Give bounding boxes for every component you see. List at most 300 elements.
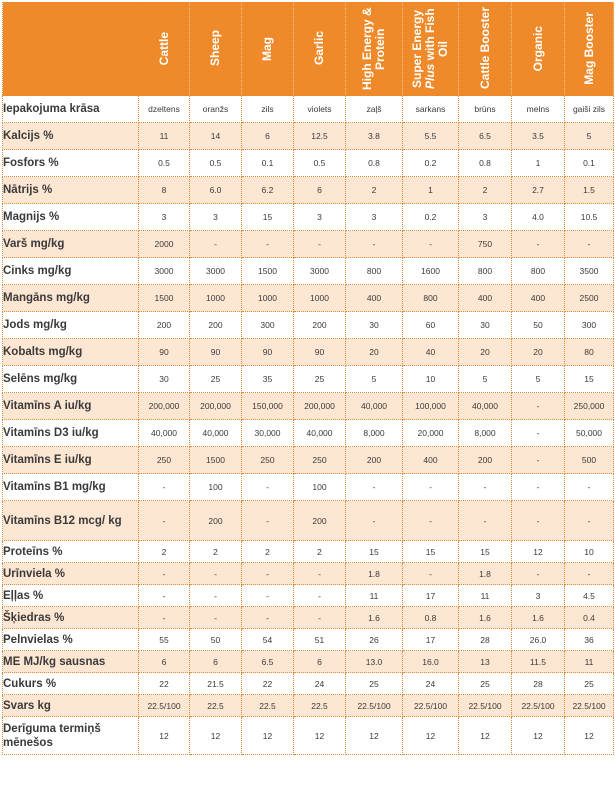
table-cell: 50 — [512, 312, 565, 339]
table-cell: 6 — [294, 651, 346, 673]
table-cell: 13 — [459, 651, 512, 673]
table-cell: 200,000 — [294, 393, 346, 420]
table-cell: 90 — [139, 339, 190, 366]
table-cell: 3 — [190, 204, 242, 231]
table-row — [3, 607, 614, 629]
table-cell: - — [459, 474, 512, 501]
table-cell: 25 — [294, 366, 346, 393]
table-cell: 1600 — [403, 258, 459, 285]
table-row — [3, 96, 614, 123]
table-cell: 22 — [242, 673, 294, 695]
table-cell: 3 — [294, 204, 346, 231]
table-cell: 2 — [294, 541, 346, 563]
table-cell: 22 — [139, 673, 190, 695]
table-cell: 0.8 — [346, 150, 403, 177]
table-cell: - — [242, 231, 294, 258]
table-cell: - — [512, 393, 565, 420]
table-cell: 150,000 — [242, 393, 294, 420]
table-row — [3, 420, 614, 447]
table-cell: 0.2 — [403, 204, 459, 231]
table-cell: 200 — [190, 312, 242, 339]
table-cell: 3 — [512, 585, 565, 607]
table-cell: 6 — [139, 651, 190, 673]
table-cell: 6.2 — [242, 177, 294, 204]
table-cell: 22.5/100 — [139, 695, 190, 717]
table-cell: violets — [294, 96, 346, 123]
col-header-sheep — [190, 2, 242, 96]
table-cell: 51 — [294, 629, 346, 651]
table-cell: 12 — [459, 717, 512, 755]
table-cell: 30,000 — [242, 420, 294, 447]
table-cell: 17 — [403, 629, 459, 651]
table-cell: - — [190, 607, 242, 629]
table-cell: 22.5 — [190, 695, 242, 717]
table-cell: 10.5 — [565, 204, 614, 231]
table-cell: 2000 — [139, 231, 190, 258]
table-cell: 800 — [459, 258, 512, 285]
table-cell: - — [190, 231, 242, 258]
row-label: Cinks mg/kg — [3, 258, 139, 285]
table-cell: 1 — [403, 177, 459, 204]
table-cell: 28 — [459, 629, 512, 651]
table-cell: 250 — [294, 447, 346, 474]
table-cell: 1 — [512, 150, 565, 177]
table-cell: dzeltens — [139, 96, 190, 123]
table-cell: 12 — [512, 541, 565, 563]
table-cell: - — [294, 231, 346, 258]
table-cell: 50,000 — [565, 420, 614, 447]
table-cell: 3500 — [565, 258, 614, 285]
table-cell: 15 — [565, 366, 614, 393]
table-cell: gaiši zils — [565, 96, 614, 123]
row-label: Kobalts mg/kg — [3, 339, 139, 366]
table-cell: 0.5 — [294, 150, 346, 177]
table-cell: 25 — [190, 366, 242, 393]
composition-table — [2, 2, 614, 755]
table-cell: 6.5 — [242, 651, 294, 673]
table-row — [3, 717, 614, 755]
table-cell: 5.5 — [403, 123, 459, 150]
table-cell: 400 — [512, 285, 565, 312]
table-cell: 200 — [139, 312, 190, 339]
table-cell: oranžs — [190, 96, 242, 123]
table-cell: 60 — [403, 312, 459, 339]
table-row — [3, 629, 614, 651]
table-cell: - — [403, 501, 459, 541]
table-cell: 0.8 — [403, 607, 459, 629]
table-cell: 400 — [403, 447, 459, 474]
table-row — [3, 393, 614, 420]
table-cell: 50 — [190, 629, 242, 651]
table-cell: 25 — [565, 673, 614, 695]
table-cell: 400 — [346, 285, 403, 312]
table-cell: 12 — [139, 717, 190, 755]
table-cell: 250 — [139, 447, 190, 474]
table-cell: 0.5 — [139, 150, 190, 177]
table-cell: - — [242, 585, 294, 607]
table-cell: 2 — [139, 541, 190, 563]
table-cell: brūns — [459, 96, 512, 123]
table-row — [3, 695, 614, 717]
row-label: Svars kg — [3, 695, 139, 717]
table-row — [3, 150, 614, 177]
col-header-label: High Energy & Protein — [360, 7, 387, 90]
table-cell: 1.6 — [459, 607, 512, 629]
table-row — [3, 231, 614, 258]
table-cell: 21.5 — [190, 673, 242, 695]
table-cell: 22.5/100 — [459, 695, 512, 717]
table-cell: 20 — [459, 339, 512, 366]
table-cell: - — [294, 585, 346, 607]
table-row — [3, 501, 614, 541]
table-cell: 3.5 — [512, 123, 565, 150]
table-cell: 5 — [565, 123, 614, 150]
table-cell: 1.8 — [346, 563, 403, 585]
table-cell: 3000 — [139, 258, 190, 285]
table-cell: 55 — [139, 629, 190, 651]
table-cell: 3.8 — [346, 123, 403, 150]
table-cell: 250,000 — [565, 393, 614, 420]
col-header-label: Garlic — [312, 31, 326, 66]
row-label: Eļļas % — [3, 585, 139, 607]
row-label: Vitamīns B12 mcg/ kg — [3, 501, 139, 541]
table-row — [3, 474, 614, 501]
table-cell: 40,000 — [294, 420, 346, 447]
table-cell: 400 — [459, 285, 512, 312]
row-label: Varš mg/kg — [3, 231, 139, 258]
table-cell: 8 — [139, 177, 190, 204]
table-cell: 54 — [242, 629, 294, 651]
col-header-organic — [512, 2, 565, 96]
table-cell: 3 — [459, 204, 512, 231]
table-cell: 5 — [459, 366, 512, 393]
col-header-part-italic: Plus — [423, 63, 437, 89]
table-cell: 100 — [190, 474, 242, 501]
table-cell: 300 — [565, 312, 614, 339]
table-cell: - — [346, 231, 403, 258]
row-label: Jods mg/kg — [3, 312, 139, 339]
row-label: Proteīns % — [3, 541, 139, 563]
table-cell: 40,000 — [139, 420, 190, 447]
table-cell: 3000 — [190, 258, 242, 285]
table-cell: 10 — [403, 366, 459, 393]
table-row — [3, 651, 614, 673]
table-cell: - — [190, 563, 242, 585]
table-cell: 100 — [294, 474, 346, 501]
table-cell: 40,000 — [190, 420, 242, 447]
table-cell: 6.5 — [459, 123, 512, 150]
table-cell: 22.5/100 — [346, 695, 403, 717]
row-label: Šķiedras % — [3, 607, 139, 629]
col-header-part: with Fish Oil — [423, 8, 450, 64]
table-cell: 200 — [294, 501, 346, 541]
table-cell: 0.8 — [459, 150, 512, 177]
row-label: Magnijs % — [3, 204, 139, 231]
table-row — [3, 366, 614, 393]
table-cell: - — [512, 474, 565, 501]
row-label: Fosfors % — [3, 150, 139, 177]
table-row — [3, 258, 614, 285]
table-cell: 8,000 — [459, 420, 512, 447]
table-cell: 3 — [139, 204, 190, 231]
table-cell: 8,000 — [346, 420, 403, 447]
col-header-label: Mag Booster — [581, 12, 596, 85]
table-cell: 0.1 — [565, 150, 614, 177]
table-cell: 800 — [346, 258, 403, 285]
table-cell: 25 — [346, 673, 403, 695]
table-cell: 12 — [346, 717, 403, 755]
table-cell: 12 — [565, 717, 614, 755]
table-cell: 200 — [346, 447, 403, 474]
table-cell: 750 — [459, 231, 512, 258]
table-row — [3, 673, 614, 695]
table-cell: 30 — [459, 312, 512, 339]
table-cell: zils — [242, 96, 294, 123]
table-cell: 15 — [459, 541, 512, 563]
table-cell: 6 — [294, 177, 346, 204]
table-cell: 15 — [242, 204, 294, 231]
col-header-label — [411, 5, 450, 93]
table-cell: 5 — [346, 366, 403, 393]
table-cell: 1000 — [190, 285, 242, 312]
col-header-label: Cattle — [156, 31, 171, 66]
table-cell: 22.5/100 — [512, 695, 565, 717]
table-cell: 20 — [512, 339, 565, 366]
table-cell: 3000 — [294, 258, 346, 285]
table-cell: 2 — [459, 177, 512, 204]
col-header-label: Mag — [260, 36, 274, 61]
table-cell: 24 — [403, 673, 459, 695]
table-row — [3, 339, 614, 366]
table-cell: - — [346, 501, 403, 541]
table-cell: 1.8 — [459, 563, 512, 585]
table-cell: 5 — [512, 366, 565, 393]
table-cell: 6 — [190, 651, 242, 673]
table-cell: 4.5 — [565, 585, 614, 607]
row-label: Mangāns mg/kg — [3, 285, 139, 312]
table-cell: - — [294, 607, 346, 629]
table-cell: 90 — [242, 339, 294, 366]
table-cell: - — [565, 563, 614, 585]
table-cell: 1500 — [242, 258, 294, 285]
table-cell: 1000 — [294, 285, 346, 312]
table-cell: 36 — [565, 629, 614, 651]
table-cell: 90 — [294, 339, 346, 366]
table-cell: 12 — [242, 717, 294, 755]
table-cell: 11 — [565, 651, 614, 673]
col-header-cattle — [139, 2, 190, 96]
table-cell: 15 — [346, 541, 403, 563]
table-cell: 2.7 — [512, 177, 565, 204]
table-cell: - — [403, 563, 459, 585]
table-cell: - — [565, 501, 614, 541]
table-cell: 1500 — [190, 447, 242, 474]
table-cell: melns — [512, 96, 565, 123]
table-cell: 100,000 — [403, 393, 459, 420]
table-cell: 12 — [294, 717, 346, 755]
table-cell: - — [565, 231, 614, 258]
table-cell: - — [403, 474, 459, 501]
table-cell: 20 — [346, 339, 403, 366]
table-cell: - — [242, 501, 294, 541]
table-cell: - — [403, 231, 459, 258]
table-cell: sarkans — [403, 96, 459, 123]
col-header-label: Sheep — [208, 30, 222, 67]
table-cell: - — [512, 501, 565, 541]
table-cell: 22.5 — [242, 695, 294, 717]
col-header-part: Super Energy — [410, 9, 424, 88]
col-header-cattle-booster — [459, 2, 512, 96]
table-cell: 0.4 — [565, 607, 614, 629]
table-row — [3, 541, 614, 563]
table-cell: 30 — [346, 312, 403, 339]
table-cell: 28 — [512, 673, 565, 695]
table-cell: zaļš — [346, 96, 403, 123]
table-cell: - — [139, 563, 190, 585]
table-cell: 22.5 — [294, 695, 346, 717]
table-cell: - — [139, 501, 190, 541]
table-cell: 4.0 — [512, 204, 565, 231]
table-cell: 2500 — [565, 285, 614, 312]
table-body — [3, 96, 614, 755]
table-cell: 2 — [346, 177, 403, 204]
row-label: Vitamīns D3 iu/kg — [3, 420, 139, 447]
table-cell: 12 — [512, 717, 565, 755]
table-cell: 22.5/100 — [403, 695, 459, 717]
table-cell: 2 — [190, 541, 242, 563]
table-cell: 800 — [512, 258, 565, 285]
table-cell: 24 — [294, 673, 346, 695]
table-cell: 200 — [190, 501, 242, 541]
table-cell: - — [139, 607, 190, 629]
header-corner — [3, 2, 139, 96]
table-cell: 3 — [346, 204, 403, 231]
table-cell: 15 — [403, 541, 459, 563]
table-cell: 40,000 — [346, 393, 403, 420]
table-row — [3, 585, 614, 607]
table-cell: 1500 — [139, 285, 190, 312]
row-label: Selēns mg/kg — [3, 366, 139, 393]
table-cell: 300 — [242, 312, 294, 339]
col-header-label: Organic — [530, 25, 545, 72]
col-header-garlic — [294, 2, 346, 96]
row-label: ME MJ/kg sausnas — [3, 651, 139, 673]
table-cell: 2 — [242, 541, 294, 563]
table-cell: - — [512, 420, 565, 447]
table-cell: 40,000 — [459, 393, 512, 420]
header-row — [3, 2, 614, 96]
table-cell: 1000 — [242, 285, 294, 312]
table-cell: 11 — [139, 123, 190, 150]
table-row — [3, 563, 614, 585]
table-cell: - — [139, 474, 190, 501]
table-cell: 22.5/100 — [565, 695, 614, 717]
table-cell: 14 — [190, 123, 242, 150]
table-row — [3, 447, 614, 474]
table-cell: - — [512, 447, 565, 474]
table-cell: 1.5 — [565, 177, 614, 204]
table-cell: 13.0 — [346, 651, 403, 673]
table-cell: 80 — [565, 339, 614, 366]
row-label: Cukurs % — [3, 673, 139, 695]
table-cell: 12 — [190, 717, 242, 755]
table-row — [3, 312, 614, 339]
table-cell: 26.0 — [512, 629, 565, 651]
row-label: Nātrijs % — [3, 177, 139, 204]
table-cell: 0.5 — [190, 150, 242, 177]
row-label: Vitamīns A iu/kg — [3, 393, 139, 420]
table-cell: 16.0 — [403, 651, 459, 673]
table-row — [3, 285, 614, 312]
table-cell: - — [242, 563, 294, 585]
table-cell: - — [346, 474, 403, 501]
table-row — [3, 123, 614, 150]
table-row — [3, 177, 614, 204]
col-header-high-energy-protein — [346, 2, 403, 96]
table-cell: 25 — [459, 673, 512, 695]
table-cell: 35 — [242, 366, 294, 393]
col-header-label: Cattle Booster — [477, 7, 492, 90]
table-cell: 6 — [242, 123, 294, 150]
table-cell: 0.2 — [403, 150, 459, 177]
table-cell: 200 — [294, 312, 346, 339]
row-label: Pelnvielas % — [3, 629, 139, 651]
table-cell: 200,000 — [139, 393, 190, 420]
table-cell: - — [242, 474, 294, 501]
table-cell: 11.5 — [512, 651, 565, 673]
table-cell: 200,000 — [190, 393, 242, 420]
table-cell: 800 — [403, 285, 459, 312]
col-header-super-energy-plus — [403, 2, 459, 96]
table-cell: 1.6 — [512, 607, 565, 629]
table-cell: 200 — [459, 447, 512, 474]
table-cell: - — [512, 563, 565, 585]
table-cell: - — [139, 585, 190, 607]
table-cell: 20,000 — [403, 420, 459, 447]
table-cell: 40 — [403, 339, 459, 366]
table-cell: 90 — [190, 339, 242, 366]
table-cell: 30 — [139, 366, 190, 393]
col-header-mag — [242, 2, 294, 96]
row-label: Kalcijs % — [3, 123, 139, 150]
table-cell: 500 — [565, 447, 614, 474]
table-cell: 10 — [565, 541, 614, 563]
table-cell: 11 — [346, 585, 403, 607]
col-header-mag-booster — [565, 2, 614, 96]
table-cell: - — [565, 474, 614, 501]
row-label: Urīnviela % — [3, 563, 139, 585]
table-cell: 0.1 — [242, 150, 294, 177]
table-cell: 12 — [403, 717, 459, 755]
table-cell: 12.5 — [294, 123, 346, 150]
row-label: Derīguma termiņš mēnešos — [3, 717, 139, 755]
row-label: Iepakojuma krāsa — [3, 96, 139, 123]
row-label: Vitamīns E iu/kg — [3, 447, 139, 474]
table-row — [3, 204, 614, 231]
table-cell: 17 — [403, 585, 459, 607]
table-cell: 26 — [346, 629, 403, 651]
table-cell: - — [459, 501, 512, 541]
table-cell: - — [294, 563, 346, 585]
table-cell: - — [190, 585, 242, 607]
table-cell: - — [242, 607, 294, 629]
table-cell: - — [512, 231, 565, 258]
table-cell: 250 — [242, 447, 294, 474]
table-cell: 6.0 — [190, 177, 242, 204]
row-label: Vitamīns B1 mg/kg — [3, 474, 139, 501]
table-cell: 1.6 — [346, 607, 403, 629]
table-cell: 11 — [459, 585, 512, 607]
